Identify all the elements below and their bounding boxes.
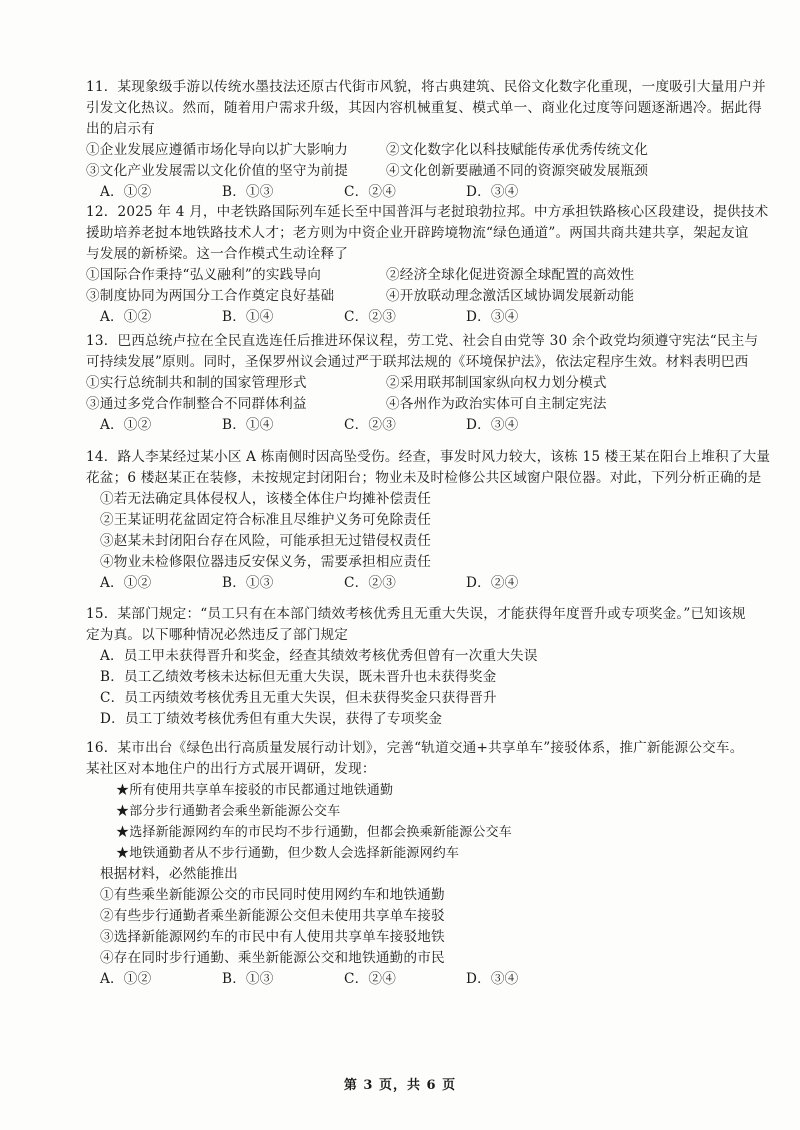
choice-a: A．①② bbox=[100, 184, 152, 200]
choice-a: A．①② bbox=[100, 309, 152, 325]
choice-c: C．②④ bbox=[344, 184, 396, 200]
option-4: ④文化创新要融通不同的资源突破发展瓶颈 bbox=[386, 163, 649, 179]
question-stem-line: 援助培养老挝本地铁路技术人才；老方则为中资企业开辟跨境物流“绿色通道”。两国共商共建共享，架起友谊 bbox=[86, 225, 749, 241]
option-list bbox=[86, 373, 726, 415]
choice-d: D．③④ bbox=[466, 309, 519, 325]
finding-item: ★选择新能源网约车的市民均不步行通勤，但都会换乘新能源公交车 bbox=[116, 825, 513, 840]
choice-d: D．②④ bbox=[466, 575, 519, 591]
question-stem-line: 可持续发展”原则。同时，圣保罗州议会通过严于联邦法规的《环境保护法》，依法定程序生效。材料表明巴西 bbox=[86, 354, 749, 370]
question-11 bbox=[86, 77, 766, 203]
option-1: ①若无法确定具体侵权人，该楼全体住户均摊补偿责任 bbox=[100, 491, 432, 507]
question-stem-line: 出的启示有 bbox=[86, 121, 155, 137]
choice-a: A．①② bbox=[100, 417, 152, 433]
finding-item: ★部分步行通勤者会乘坐新能源公交车 bbox=[116, 804, 341, 819]
choice-b: B．①③ bbox=[222, 971, 274, 987]
answer-choices bbox=[86, 969, 726, 990]
question-stem-line: 12．2025 年 4 月，中老铁路国际列车延长至中国普洱与老挝琅勃拉邦。中方承担铁路核心区段建设，提供技术 bbox=[86, 204, 769, 220]
option-1: ①国际合作秉持“弘义融利”的实践导向 bbox=[86, 267, 321, 283]
question-14 bbox=[86, 447, 771, 594]
question-stem-line: 15．某部门规定：“员工只有在本部门绩效考核优秀且无重大失误，才能获得年度晋升或专项奖金。”已知该规 bbox=[86, 606, 746, 622]
option-4: ④各州作为政治实体可自主制定宪法 bbox=[386, 396, 607, 412]
question-stem-line: 花盆；6 楼赵某正在装修，未按规定封闭阳台；物业未及时检修公共区域窗户限位器。对此，下列分析正确的是 bbox=[86, 470, 762, 486]
choice-d: D．③④ bbox=[466, 184, 519, 200]
question-15 bbox=[86, 604, 746, 730]
choice-c: C．②④ bbox=[344, 971, 396, 987]
choice-b: B．①④ bbox=[222, 417, 274, 433]
option-1: ①有些乘坐新能源公交的市民同时使用网约车和地铁通勤 bbox=[100, 887, 445, 903]
option-1: ①企业发展应遵循市场化导向以扩大影响力 bbox=[86, 142, 349, 158]
choice-b: B．①③ bbox=[222, 575, 274, 591]
choice-c: C．②③ bbox=[344, 575, 396, 591]
choice-d: D．③④ bbox=[466, 417, 519, 433]
question-16 bbox=[86, 738, 744, 990]
option-list bbox=[86, 265, 726, 307]
choice-d: D．员工丁绩效考核优秀但有重大失误，获得了专项奖金 bbox=[100, 711, 443, 727]
answer-choices bbox=[86, 415, 726, 436]
option-2: ②王某证明花盆固定符合标准且尽维护义务可免除责任 bbox=[100, 512, 432, 528]
question-prompt: 根据材料，必然能推出 bbox=[100, 866, 238, 882]
option-3: ③制度协同为两国分工合作奠定良好基础 bbox=[86, 288, 335, 304]
question-stem-line: 13．巴西总统卢拉在全民直选连任后推进环保议程，劳工党、社会自由党等 30 余个政党均须遵守宪法“民主与 bbox=[86, 333, 759, 349]
option-4: ④物业未检修限位器违反安保义务，需要承担相应责任 bbox=[100, 554, 432, 570]
option-2: ②有些步行通勤者乘坐新能源公交但未使用共享单车接驳 bbox=[100, 908, 445, 924]
question-stem-line: 某社区对本地住户的出行方式展开调研，发现： bbox=[86, 761, 376, 777]
choice-b: B．员工乙绩效考核未达标但无重大失误，既未晋升也未获得奖金 bbox=[100, 669, 497, 685]
choice-c: C．员工丙绩效考核优秀且无重大失误，但未获得奖金只获得晋升 bbox=[100, 690, 497, 706]
question-stem-line: 与发展的新桥梁。这一合作模式生动诠释了 bbox=[86, 246, 349, 262]
choice-d: D．③④ bbox=[466, 971, 519, 987]
option-list bbox=[86, 140, 726, 182]
option-2: ②采用联邦制国家纵向权力划分模式 bbox=[386, 375, 607, 391]
choice-c: C．②③ bbox=[344, 309, 396, 325]
option-3: ③通过多党合作制整合不同群体利益 bbox=[86, 396, 307, 412]
option-3: ③赵某未封闭阳台存在风险，可能承担无过错侵权责任 bbox=[100, 533, 432, 549]
finding-item: ★所有使用共享单车接驳的市民都通过地铁通勤 bbox=[116, 783, 394, 798]
option-2: ②文化数字化以科技赋能传承优秀传统文化 bbox=[386, 142, 649, 158]
option-2: ②经济全球化促进资源全球配置的高效性 bbox=[386, 267, 635, 283]
option-3: ③选择新能源网约车的市民中有人使用共享单车接驳地铁 bbox=[100, 929, 445, 945]
choice-b: B．①④ bbox=[222, 309, 274, 325]
choice-a: A．①② bbox=[100, 971, 152, 987]
page-number: 第 3 页，共 6 页 bbox=[343, 1078, 457, 1093]
choice-b: B．①③ bbox=[222, 184, 274, 200]
question-stem-line: 11．某现象级手游以传统水墨技法还原古代街市风貌，将古典建筑、民俗文化数字化重现，一度吸引大量用户并 bbox=[86, 79, 766, 95]
answer-choices bbox=[86, 573, 726, 594]
answer-choices bbox=[86, 182, 726, 203]
question-stem-line: 16．某市出台《绿色出行高质量发展行动计划》，完善“轨道交通+共享单车”接驳体系，推广新能源公交车。 bbox=[86, 740, 744, 756]
option-1: ①实行总统制共和制的国家管理形式 bbox=[86, 375, 307, 391]
choice-c: C．②③ bbox=[344, 417, 396, 433]
option-3: ③文化产业发展需以文化价值的坚守为前提 bbox=[86, 163, 349, 179]
choice-a: A．①② bbox=[100, 575, 152, 591]
question-13 bbox=[86, 331, 759, 436]
option-4: ④存在同时步行通勤、乘坐新能源公交和地铁通勤的市民 bbox=[100, 950, 445, 966]
question-stem-line: 14．路人李某经过某小区 A 栋南侧时因高坠受伤。经查，事发时风力较大，该栋 15 楼王某在阳台上堆积了大量 bbox=[86, 449, 771, 465]
question-stem-line: 引发文化热议。然而，随着用户需求升级，其因内容机械重复、模式单一、商业化过度等问题逐渐遇冷。据此得 bbox=[86, 100, 762, 116]
question-12 bbox=[86, 202, 769, 328]
choice-a: A．员工甲未获得晋升和奖金，经查其绩效考核优秀但曾有一次重大失误 bbox=[100, 648, 538, 664]
answer-choices bbox=[86, 307, 726, 328]
question-stem-line: 定为真。以下哪种情况必然违反了部门规定 bbox=[86, 627, 349, 643]
finding-item: ★地铁通勤者从不步行通勤，但少数人会选择新能源网约车 bbox=[116, 846, 460, 861]
option-4: ④开放联动理念激活区域协调发展新动能 bbox=[386, 288, 635, 304]
